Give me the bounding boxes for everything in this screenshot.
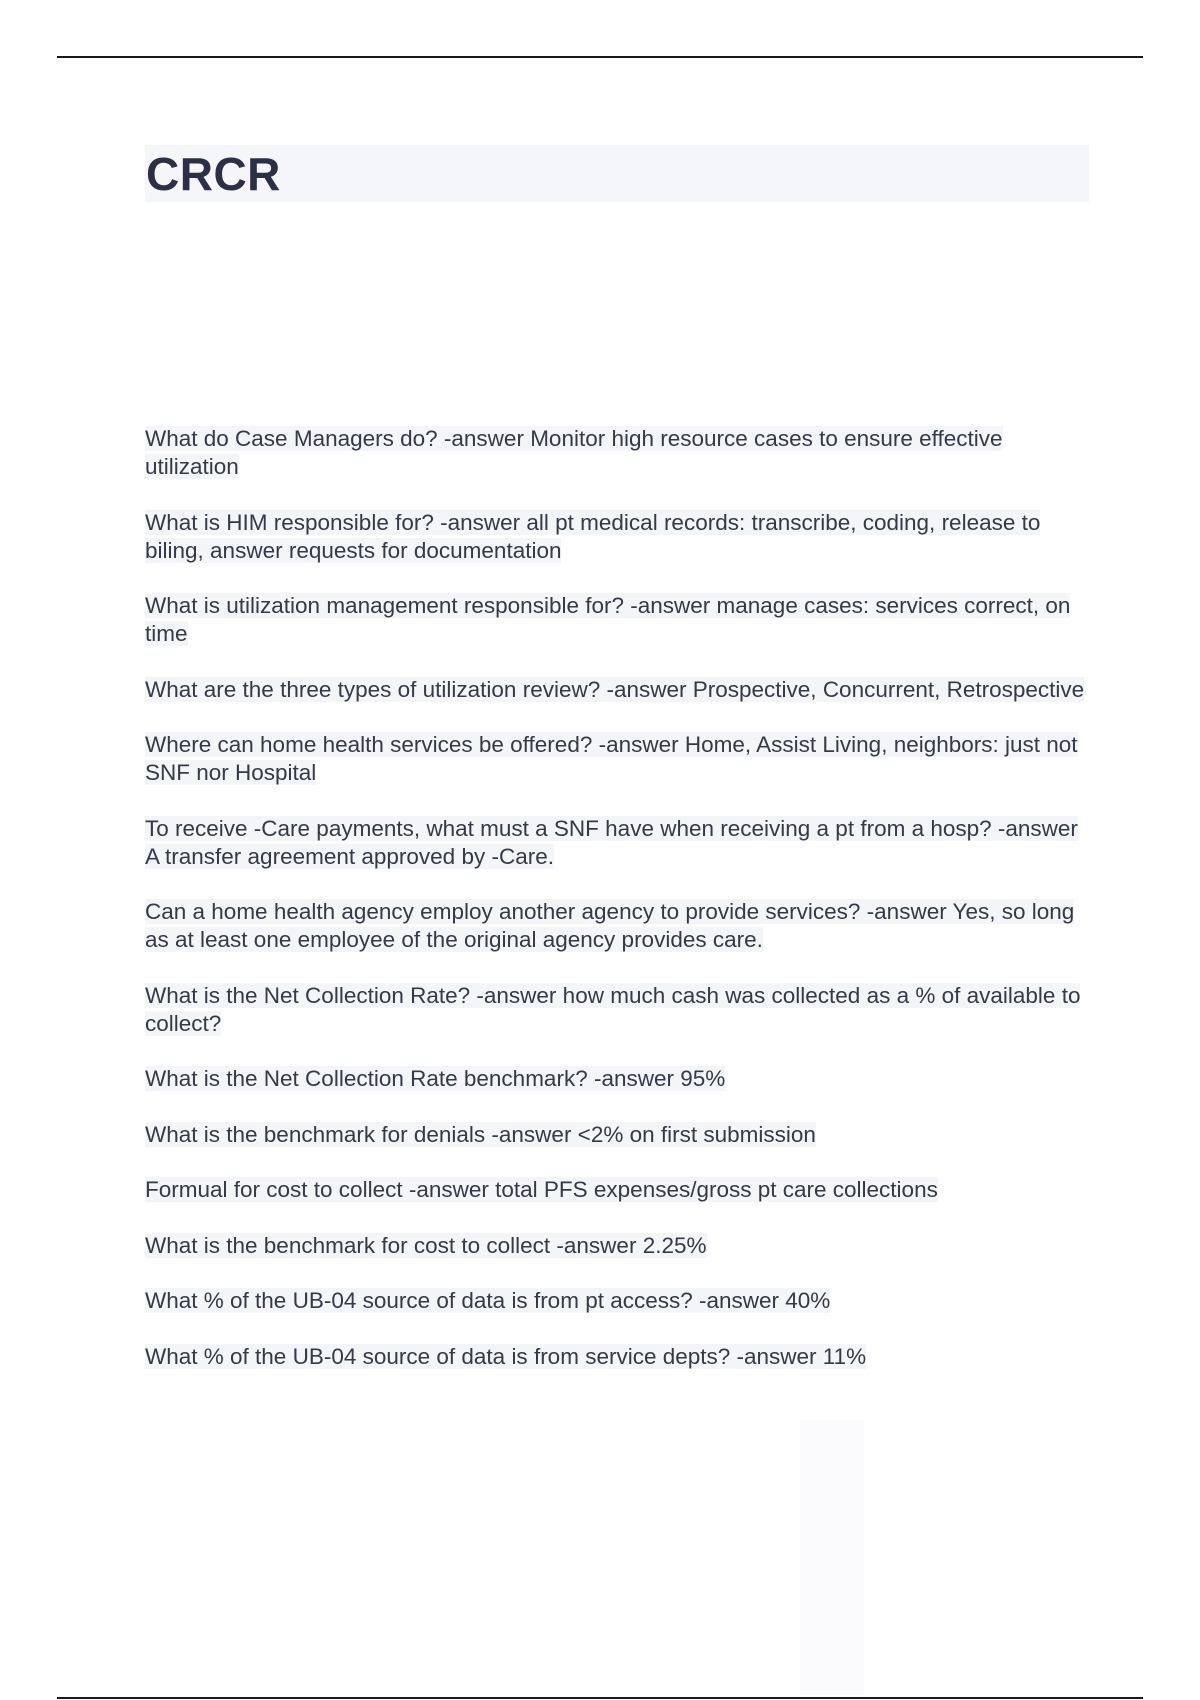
bottom-rule	[57, 1697, 1143, 1699]
top-rule	[57, 56, 1143, 58]
qa-text: What is the Net Collection Rate benchmark? -answer 95%	[145, 1066, 726, 1091]
list-item	[145, 1121, 1095, 1149]
qa-text: Formual for cost to collect -answer total PFS expenses/gross pt care collections	[145, 1177, 938, 1202]
qa-text: What is the benchmark for denials -answer <2% on first submission	[145, 1121, 816, 1147]
list-item	[145, 1287, 1095, 1315]
qa-text: What % of the UB-04 source of data is from service depts? -answer 11%	[145, 1343, 867, 1369]
qa-text: Can a home health agency employ another agency to provide services? -answer Yes, so long as at least one employee of the original agency provides care.	[145, 899, 1075, 952]
qa-text: What is utilization management responsible for? -answer manage cases: services correct, on time	[145, 593, 1071, 646]
qa-text: What do Case Managers do? -answer Monitor high resource cases to ensure effective utilization	[145, 426, 1003, 479]
qa-text: What % of the UB-04 source of data is from pt access? -answer 40%	[145, 1288, 831, 1313]
background-shade	[800, 1420, 864, 1695]
qa-text: Where can home health services be offered? -answer Home, Assist Living, neighbors: just not SNF nor Hospital	[145, 732, 1078, 785]
list-item	[145, 1343, 1095, 1371]
page-title: CRCR	[146, 148, 281, 200]
list-item	[145, 982, 1095, 1038]
list-item	[145, 1232, 1095, 1260]
list-item	[145, 1176, 1095, 1204]
qa-text: To receive -Care payments, what must a SNF have when receiving a pt from a hosp? -answer A transfer agreement approved by -Care.	[145, 815, 1078, 869]
list-item	[145, 1065, 1095, 1093]
qa-text: What is the benchmark for cost to collect -answer 2.25%	[145, 1232, 707, 1258]
list-item	[145, 898, 1095, 954]
qa-list	[145, 425, 1095, 1398]
qa-text: What is the Net Collection Rate? -answer how much cash was collected as a % of available to collect?	[145, 982, 1081, 1036]
title-band	[145, 145, 1089, 202]
qa-text: What is HIM responsible for? -answer all pt medical records: transcribe, coding, release to biling, answer requests for documentation	[145, 509, 1041, 563]
qa-text: What are the three types of utilization review? -answer Prospective, Concurrent, Retrospective	[145, 676, 1085, 702]
list-item	[145, 676, 1095, 704]
list-item	[145, 731, 1095, 787]
list-item	[145, 425, 1095, 481]
list-item	[145, 509, 1095, 565]
list-item	[145, 815, 1095, 871]
list-item	[145, 592, 1095, 648]
